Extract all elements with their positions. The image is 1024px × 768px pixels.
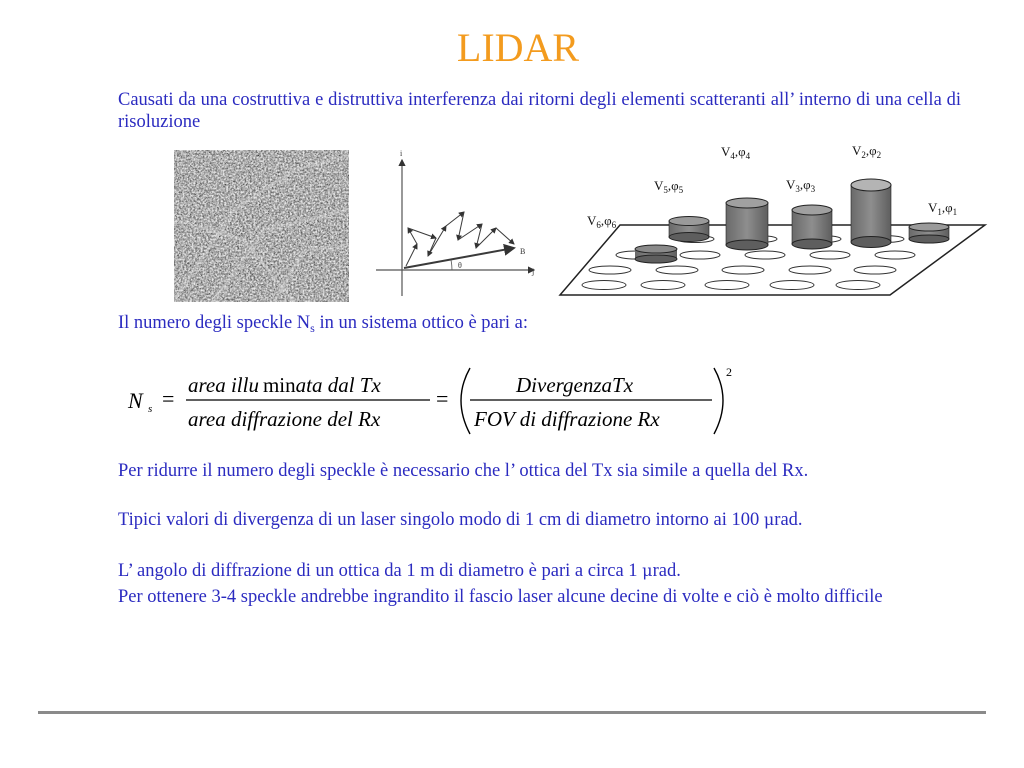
speckle-formula [118, 360, 778, 442]
slide-title: LIDAR [456, 25, 580, 70]
scatterer-v5 [669, 217, 709, 242]
speckle-count-intro: Il numero degli speckle $N_s$ in un sistema ottico è pari a: [118, 313, 529, 335]
formula-eq-2: = [436, 386, 449, 411]
footer-divider [38, 711, 986, 714]
formula-numerator-1: area illu minata dal Tx [188, 373, 381, 397]
label-v1-phi1: $V_1,\varphi_1$ [928, 200, 958, 217]
paragraph-enlarge-beam: Per ottenere 3-4 speckle andrebbe ingrandito il fascio laser alcune decine di volte e ciò è molto difficile [118, 587, 883, 607]
formula-numerator-2: DivergenzaTx [516, 373, 634, 397]
label-v5-phi5: $V_5,\varphi_5$ [654, 178, 684, 195]
scatterer-v3 [792, 205, 832, 249]
phasor-x-axis-label: j [532, 267, 535, 276]
scatterer-v1 [909, 223, 949, 243]
phasor-sum-diagram [372, 148, 542, 298]
formula-denominator-1: area diffrazione del Rx [188, 407, 381, 431]
label-v3-phi3: $V_3,\varphi_3$ [786, 177, 816, 194]
formula-eq-1: = [162, 386, 175, 411]
scatterer-v2 [851, 179, 891, 248]
scatterer-v6 [635, 245, 677, 263]
formula-lhs-sub: s [148, 403, 153, 415]
paragraph-diffraction-angle: L’ angolo di diffrazione di un ottica da 1 m di diametro è pari a circa 1 μrad. [118, 561, 681, 581]
phasor-y-axis-label: i [400, 149, 403, 158]
speckle-image [174, 150, 349, 302]
formula-lhs: N [128, 388, 143, 413]
label-v6-phi6: $V_6,\varphi_6$ [587, 213, 617, 230]
formula-exponent: 2 [726, 365, 732, 379]
resolution-cell-diagram [555, 135, 990, 305]
paragraph-divergence: Tipici valori di divergenza di un laser singolo modo di 1 cm di diametro intorno ai 100 μrad. [118, 510, 803, 530]
scatterer-v4 [726, 198, 768, 250]
label-v2-phi2: $V_2,\varphi_2$ [852, 143, 882, 160]
phasor-theta-label: θ [458, 261, 462, 270]
intro-paragraph: Causati da una costruttiva e distruttiva interferenza dai ritorni degli elementi scatteranti all’ interno di una cella di risoluzione [118, 90, 961, 132]
phasor-resultant-label: B [520, 247, 526, 256]
label-v4-phi4: $V_4,\varphi_4$ [721, 144, 751, 161]
paragraph-reduce-speckle: Per ridurre il numero degli speckle è necessario che l’ ottica del Tx sia simile a quella del Rx. [118, 461, 809, 481]
formula-denominator-2: FOV di diffrazione Rx [474, 407, 660, 431]
